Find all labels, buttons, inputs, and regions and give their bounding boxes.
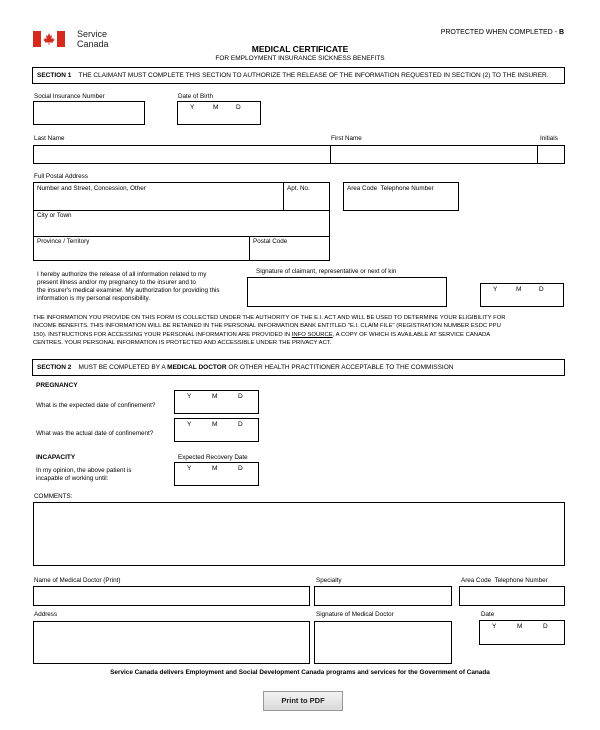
- org-line1: Service: [77, 29, 108, 39]
- province-label: Province / Territory: [37, 238, 90, 245]
- doctor-date-field[interactable]: [479, 620, 565, 645]
- comments-field[interactable]: [33, 502, 565, 566]
- recovery-date-field[interactable]: [174, 462, 259, 486]
- doctor-signature-field[interactable]: [314, 621, 452, 664]
- recovery-y: Y: [187, 465, 192, 472]
- claimant-signature-label: Signature of claimant, representative or next of kin: [256, 268, 397, 275]
- comments-label: COMMENTS:: [34, 493, 73, 500]
- address-label: Full Postal Address: [34, 173, 88, 180]
- street-label: Number and Street, Concession, Other: [37, 185, 146, 192]
- claimant-date-d: D: [539, 286, 544, 293]
- doctor-name-field[interactable]: [33, 586, 310, 606]
- expected-d: D: [238, 393, 243, 400]
- doctor-phone-label: Area Code Telephone Number: [461, 577, 548, 584]
- dob-label: Date of Birth: [178, 93, 213, 100]
- dob-m: M: [213, 104, 219, 111]
- footer-text: Service Canada delivers Employment and Social Development Canada programs and services for the Government of Canada: [110, 669, 490, 676]
- claimant-signature-field[interactable]: [247, 277, 447, 307]
- section1-header: SECTION 1 THE CLAIMANT MUST COMPLETE THIS SECTION TO AUTHORIZE THE RELEASE OF THE INFORMATION REQUESTED IN SECTION (2) TO THE INSURER.: [32, 67, 565, 84]
- specialty-label: Specialty: [316, 577, 342, 584]
- claimant-date-m: M: [516, 286, 522, 293]
- expected-confinement-date[interactable]: [174, 390, 259, 414]
- doctor-address-field[interactable]: [33, 621, 310, 664]
- actual-y: Y: [187, 421, 192, 428]
- expected-y: Y: [187, 393, 192, 400]
- section2-header: SECTION 2 MUST BE COMPLETED BY A MEDICAL DOCTOR OR OTHER HEALTH PRACTITIONER ACCEPTABLE TO THE COMMISSION: [32, 359, 565, 376]
- dob-field[interactable]: [177, 101, 261, 125]
- apt-label: Apt. No.: [287, 185, 310, 192]
- actual-d: D: [238, 421, 243, 428]
- specialty-field[interactable]: [314, 586, 452, 606]
- info-source-link[interactable]: INFO SOURCE: [291, 331, 333, 338]
- doctor-date-label: Date: [481, 611, 495, 618]
- dob-d: D: [236, 104, 241, 111]
- last-name-field[interactable]: [33, 145, 331, 164]
- postal-code-field[interactable]: [249, 236, 330, 261]
- phone-field[interactable]: [343, 182, 459, 211]
- doctor-name-label: Name of Medical Doctor (Print): [34, 577, 121, 584]
- privacy-notice: THE INFORMATION YOU PROVIDE ON THIS FORM IS COLLECTED UNDER THE AUTHORITY OF THE E.I. ACT AND WILL BE USED TO DETERMINE YOUR ELIGIBILITY FOR INCOME BENEFITS. THIS INFORMATION WILL BE RETAINED IN THE PERSONAL INFORMATION BANK ENTITLED "E.I. CLAIM FILE" (REGISTRATION NUMBER ESDC PPU 150). INSTRUCTIONS FOR ACCESSING YOUR PERSONAL INFORMATION ARE PROVIDED IN INFO SOURCE, A COPY OF WHICH IS AVAILABLE AT SERVICE CANADA CENTRES. YOUR PERSONAL INFORMATION IS PROTECTED AND ACCESSIBLE UNDER THE PRIVACY ACT.: [33, 315, 506, 347]
- recovery-date-label: Expected Recovery Date: [178, 454, 248, 461]
- street-field[interactable]: [33, 182, 284, 211]
- authorization-text: I hereby authorize the release of all information related to my present illness and/or my pregnancy to the insurer and to the insurer's medical examiner. My authorization for providing this information is my personal responsibility.: [37, 271, 220, 302]
- incapacity-heading: INCAPACITY: [36, 454, 76, 461]
- page-title: MEDICAL CERTIFICATE: [251, 44, 349, 54]
- doctor-date-y: Y: [492, 623, 497, 630]
- claimant-date-y: Y: [493, 286, 498, 293]
- actual-confinement-label: What was the actual date of confinement?: [36, 430, 154, 437]
- pregnancy-heading: PREGNANCY: [36, 382, 78, 389]
- postal-code-label: Postal Code: [253, 238, 288, 245]
- actual-confinement-date[interactable]: [174, 418, 259, 442]
- dob-y: Y: [190, 104, 195, 111]
- first-name-label: First Name: [331, 135, 362, 142]
- city-label: City or Town: [37, 212, 72, 219]
- initials-field[interactable]: [537, 145, 565, 164]
- initials-label: Initials: [540, 135, 558, 142]
- province-field[interactable]: [33, 236, 250, 261]
- city-field[interactable]: [33, 210, 330, 237]
- print-to-pdf-button[interactable]: Print to PDF: [263, 691, 343, 711]
- doctor-date-d: D: [543, 623, 548, 630]
- sin-label: Social Insurance Number: [34, 93, 105, 100]
- apt-field[interactable]: [283, 182, 330, 211]
- page-subtitle: FOR EMPLOYMENT INSURANCE SICKNESS BENEFITS: [215, 55, 385, 62]
- recovery-d: D: [238, 465, 243, 472]
- actual-m: M: [212, 421, 218, 428]
- expected-m: M: [212, 393, 218, 400]
- recovery-m: M: [212, 465, 218, 472]
- doctor-signature-label: Signature of Medical Doctor: [316, 611, 394, 618]
- protected-notice: PROTECTED WHEN COMPLETED - B: [440, 29, 564, 36]
- doctor-date-m: M: [517, 623, 523, 630]
- org-line2: Canada: [77, 39, 109, 49]
- claimant-date-field[interactable]: [480, 283, 564, 307]
- expected-confinement-label: What is the expected date of confinement?: [36, 402, 156, 409]
- phone-label: Area Code Telephone Number: [347, 185, 434, 192]
- doctor-address-label: Address: [34, 611, 58, 618]
- sin-field[interactable]: [33, 101, 145, 125]
- doctor-phone-field[interactable]: [459, 586, 565, 606]
- first-name-field[interactable]: [330, 145, 538, 164]
- last-name-label: Last Name: [34, 135, 65, 142]
- opinion-text: In my opinion, the above patient is incapable of working until:: [36, 467, 132, 482]
